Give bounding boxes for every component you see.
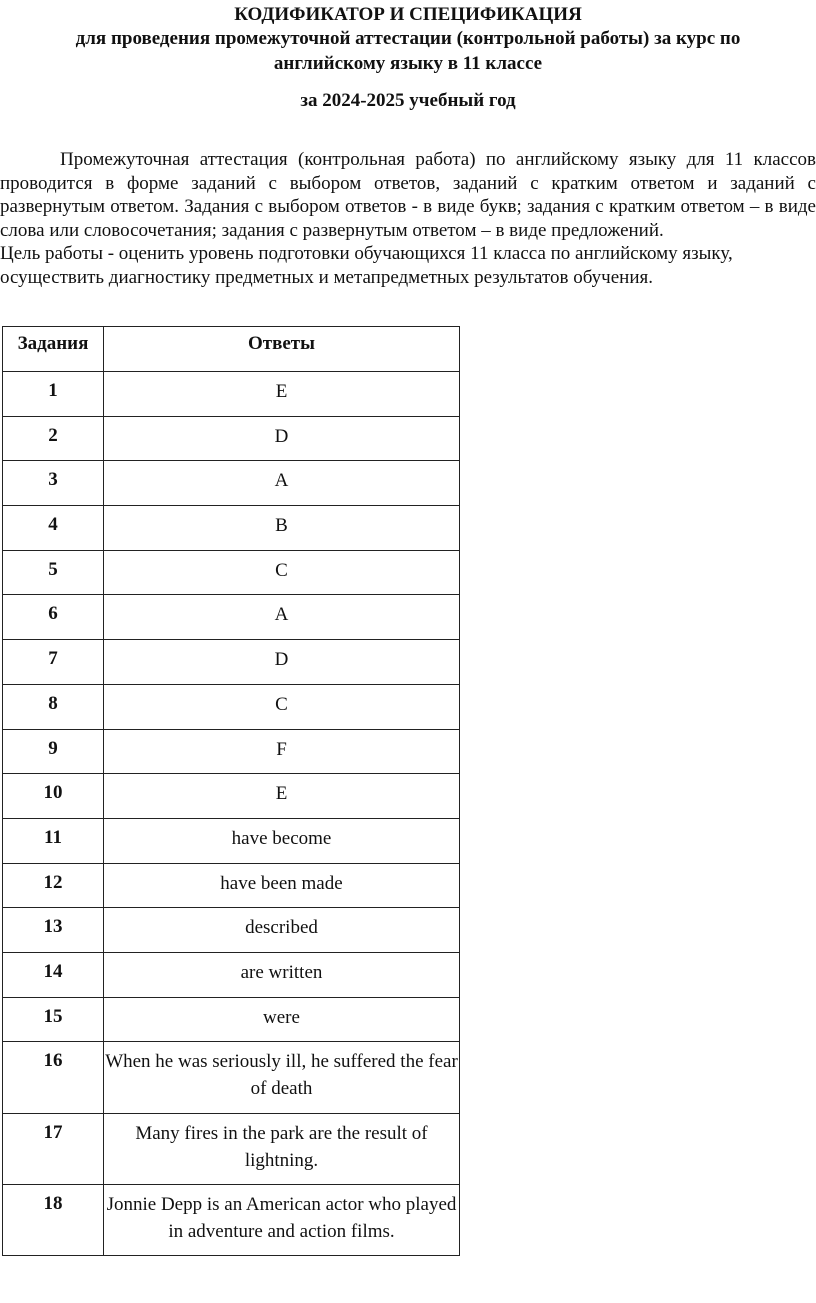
document-title: КОДИФИКАТОР И СПЕЦИФИКАЦИЯ [234, 4, 582, 25]
task-number: 17 [3, 1113, 104, 1185]
task-number: 10 [3, 774, 104, 819]
intro-text [0, 148, 816, 289]
table-row [3, 595, 460, 640]
task-number: 7 [3, 640, 104, 685]
table-row [3, 818, 460, 863]
task-number: 9 [3, 729, 104, 774]
table-row [3, 1113, 460, 1185]
task-answer: have become [104, 818, 460, 863]
task-number: 12 [3, 863, 104, 908]
task-number: 8 [3, 684, 104, 729]
academic-year: за 2024-2025 учебный год [300, 90, 516, 111]
task-answer: C [104, 684, 460, 729]
task-answer: D [104, 416, 460, 461]
task-number: 1 [3, 372, 104, 417]
table-row [3, 1185, 460, 1256]
task-answer: are written [104, 952, 460, 997]
task-number: 2 [3, 416, 104, 461]
header-task: Задания [3, 327, 104, 372]
task-number: 3 [3, 461, 104, 506]
table-row [3, 684, 460, 729]
task-number: 11 [3, 818, 104, 863]
task-answer: D [104, 640, 460, 685]
task-number: 18 [3, 1185, 104, 1256]
task-number: 14 [3, 952, 104, 997]
task-answer: B [104, 506, 460, 551]
table-header-row [3, 327, 460, 372]
task-number: 4 [3, 506, 104, 551]
table-row [3, 550, 460, 595]
table-row [3, 952, 460, 997]
header-answer: Ответы [104, 327, 460, 372]
table-row [3, 997, 460, 1042]
intro-paragraph-2: Цель работы - оценить уровень подготовки обучающихся 11 класса по английскому языку, осуществить диагностику предметных и метапредметных результатов обучения. [0, 243, 733, 288]
table-row [3, 416, 460, 461]
task-answer: F [104, 729, 460, 774]
intro-paragraph-1: Промежуточная аттестация (контрольная работа) по английскому языку для 11 классов проводится в форме заданий с выбором ответов, заданий с кратким ответом и заданий с развернутым ответом. Задания с выбором ответов - в виде букв; задания с кратким ответом – в виде слова или словосочетания; задания с развернутым ответом – в виде предложений. [0, 149, 816, 241]
table-row [3, 640, 460, 685]
table-row [3, 774, 460, 819]
task-answer: When he was seriously ill, he suffered the fear of death [104, 1042, 460, 1114]
task-answer: described [104, 908, 460, 953]
table-row [3, 908, 460, 953]
task-answer: A [104, 461, 460, 506]
task-number: 15 [3, 997, 104, 1042]
task-number: 5 [3, 550, 104, 595]
document-subtitle-line2: английскому языку в 11 классе [273, 53, 543, 74]
task-answer: were [104, 997, 460, 1042]
task-number: 13 [3, 908, 104, 953]
task-answer: have been made [104, 863, 460, 908]
task-number: 6 [3, 595, 104, 640]
answer-key-table [2, 326, 460, 1256]
task-number: 16 [3, 1042, 104, 1114]
table-row [3, 461, 460, 506]
table-row [3, 729, 460, 774]
task-answer: Many fires in the park are the result of lightning. [104, 1113, 460, 1185]
table-row [3, 372, 460, 417]
task-answer: Jonnie Depp is an American actor who played in adventure and action films. [104, 1185, 460, 1256]
table-row [3, 506, 460, 551]
task-answer: A [104, 595, 460, 640]
task-answer: E [104, 774, 460, 819]
table-row [3, 863, 460, 908]
document-subtitle-line1: для проведения промежуточной аттестации (контрольной работы) за курс по [75, 28, 741, 49]
task-answer: C [104, 550, 460, 595]
task-answer: E [104, 372, 460, 417]
table-row [3, 1042, 460, 1114]
